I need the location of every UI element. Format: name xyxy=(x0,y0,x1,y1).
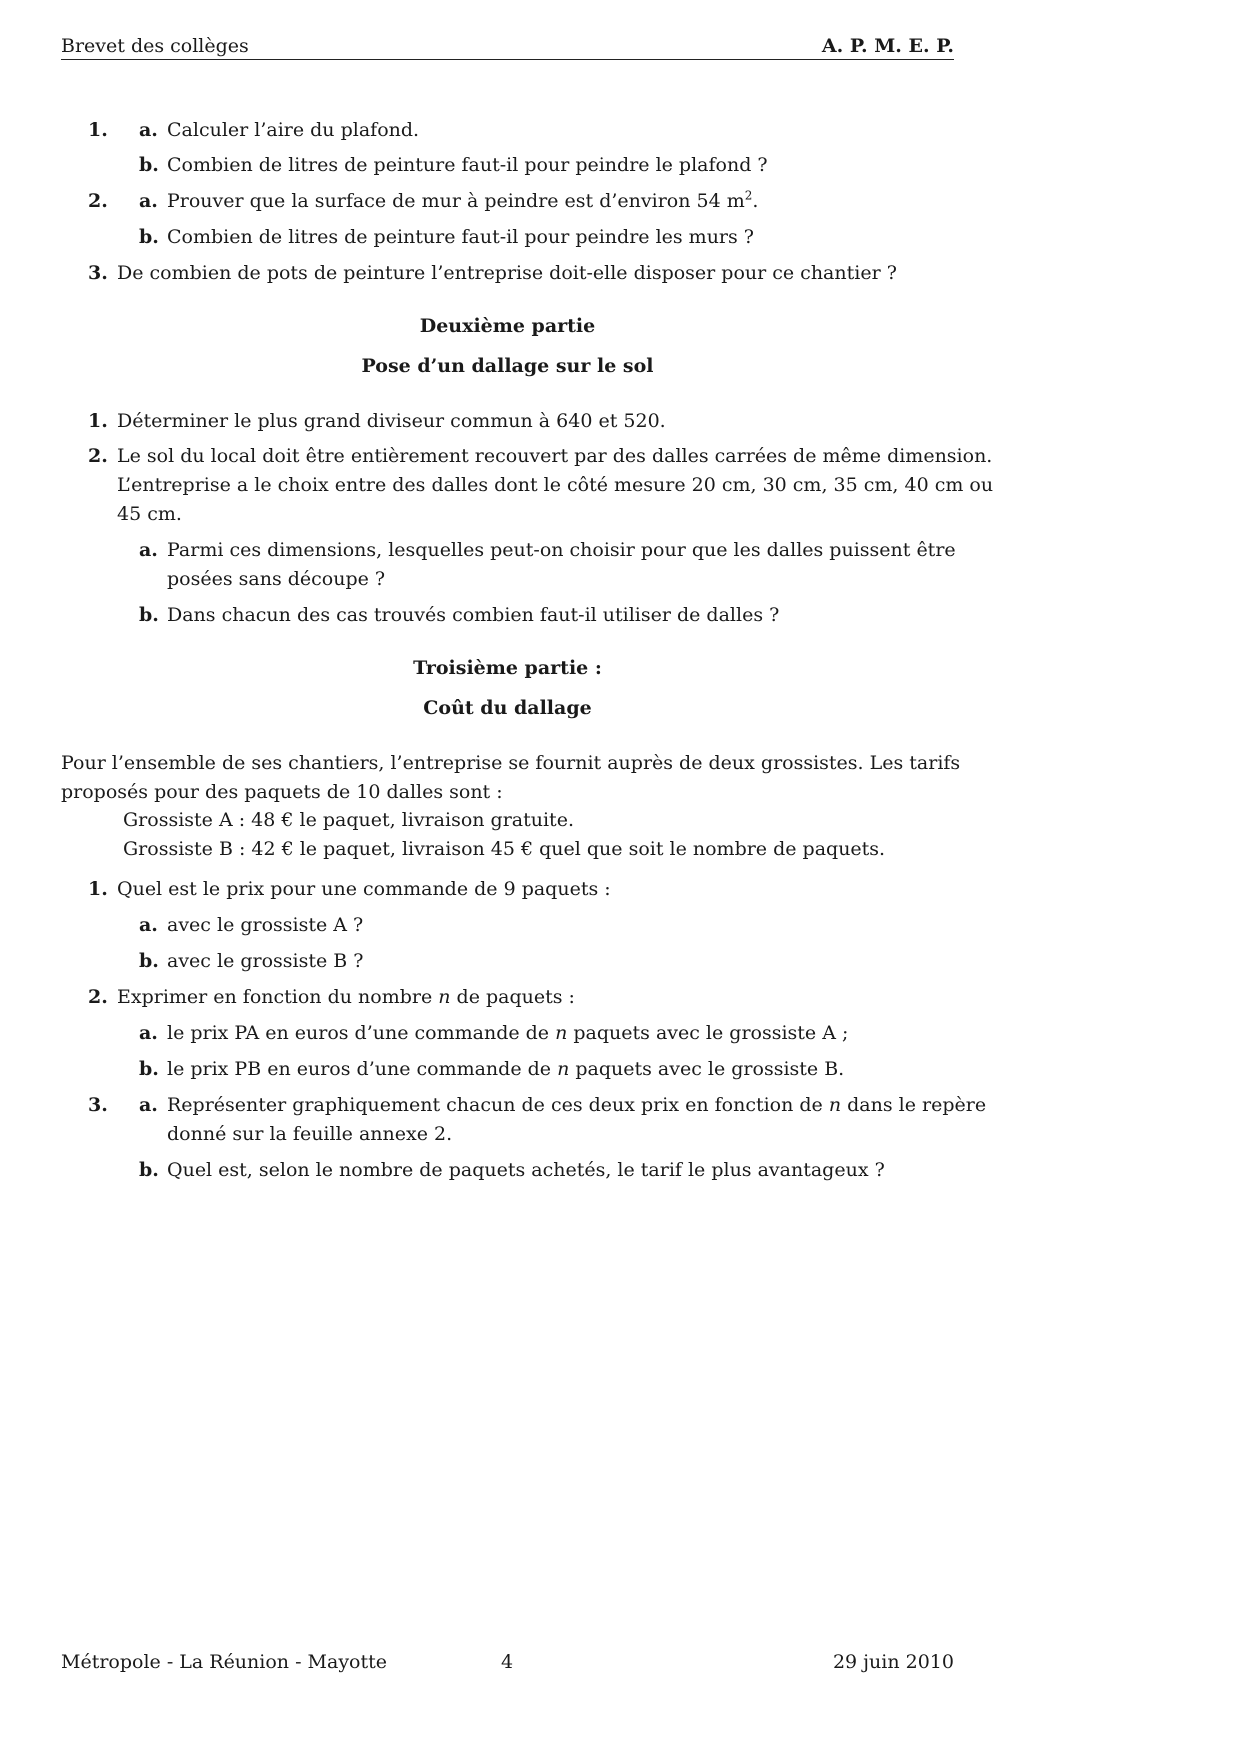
p2-q2-line1: Le sol du local doit être entièrement recouvert par des dalles carrées de même dimension. xyxy=(117,445,993,467)
p3-q3a-line2: donné sur la feuille annexe 2. xyxy=(167,1123,453,1145)
part3-title: Troisième partie : xyxy=(413,657,602,679)
p3-q2a-text: le prix PA en euros d’une commande de n paquets avec le grossiste A ; xyxy=(167,1022,849,1044)
p3-q1-text: Quel est le prix pour une commande de 9 paquets : xyxy=(117,878,611,900)
header-title: Brevet des collèges xyxy=(61,35,249,57)
part2-title: Deuxième partie xyxy=(419,315,596,337)
p3-q1a-label: a. xyxy=(139,914,158,936)
p1-q1b-label: b. xyxy=(139,154,159,176)
p3-q2b-text: le prix PB en euros d’une commande de n paquets avec le grossiste B. xyxy=(167,1058,845,1080)
p1-q2-number: 2. xyxy=(88,190,108,212)
p2-q2b-text: Dans chacun des cas trouvés combien faut-il utiliser de dalles ? xyxy=(167,604,780,626)
footer-date: 29 juin 2010 xyxy=(832,1651,954,1673)
p3-q2-number: 2. xyxy=(88,986,108,1008)
p2-q2a-label: a. xyxy=(139,539,158,561)
p1-q3-text: De combien de pots de peinture l’entreprise doit-elle disposer pour ce chantier ? xyxy=(117,262,897,284)
page-footer xyxy=(61,1651,954,1675)
p3-q3a-line1: Représenter graphiquement chacun de ces deux prix en fonction de n dans le repère xyxy=(167,1094,987,1116)
p3-q3b-text: Quel est, selon le nombre de paquets achetés, le tarif le plus avantageux ? xyxy=(167,1159,885,1181)
p2-q2-line2: L’entreprise a le choix entre des dalles dont le côté mesure 20 cm, 30 cm, 35 cm, 40 cm ou xyxy=(117,474,994,496)
footer-page-number: 4 xyxy=(501,1651,514,1673)
p2-q2a-line2: posées sans découpe ? xyxy=(167,568,386,590)
part3-subtitle: Coût du dallage xyxy=(423,697,592,719)
p1-q2a-text: Prouver que la surface de mur à peindre est d’environ 54 $m^2$. xyxy=(167,188,759,212)
p3-q3a-label: a. xyxy=(139,1094,158,1116)
p3-q2a-label: a. xyxy=(139,1022,158,1044)
footer-location: Métropole - La Réunion - Mayotte xyxy=(61,1651,388,1673)
p3-q1b-label: b. xyxy=(139,950,159,972)
p1-q2a-label: a. xyxy=(139,190,158,212)
p2-q2b-label: b. xyxy=(139,604,159,626)
p3-q3b-label: b. xyxy=(139,1159,159,1181)
p3-intro-line2: proposés pour des paquets de 10 dalles sont : xyxy=(61,781,503,803)
header-org: A. P. M. E. P. xyxy=(821,35,954,57)
p1-q1a-label: a. xyxy=(139,119,158,141)
p3-grossiste-b: Grossiste B : 42 € le paquet, livraison 45 € quel que soit le nombre de paquets. xyxy=(123,838,886,860)
part2-subtitle: Pose d’un dallage sur le sol xyxy=(361,355,654,377)
p2-q2-line3: 45 cm. xyxy=(117,503,182,525)
p1-q3-number: 3. xyxy=(88,262,108,284)
p3-q2b-label: b. xyxy=(139,1058,159,1080)
p1-q2b-text: Combien de litres de peinture faut-il pour peindre les murs ? xyxy=(167,226,754,248)
p2-q1-number: 1. xyxy=(88,410,108,432)
p3-grossiste-a: Grossiste A : 48 € le paquet, livraison gratuite. xyxy=(123,809,574,831)
p1-q1-number: 1. xyxy=(88,119,108,141)
p3-q1a-text: avec le grossiste A ? xyxy=(167,914,364,936)
p3-q2-text: Exprimer en fonction du nombre n de paquets : xyxy=(117,986,575,1008)
p2-q2-number: 2. xyxy=(88,445,108,467)
page-header xyxy=(61,30,954,60)
p3-q3-number: 3. xyxy=(88,1094,108,1116)
p1-q1a-text: Calculer l’aire du plafond. xyxy=(167,119,420,141)
p3-q1-number: 1. xyxy=(88,878,108,900)
p2-q2a-line1: Parmi ces dimensions, lesquelles peut-on choisir pour que les dalles puissent être xyxy=(167,539,956,561)
p3-q1b-text: avec le grossiste B ? xyxy=(167,950,364,972)
p1-q1b-text: Combien de litres de peinture faut-il pour peindre le plafond ? xyxy=(167,154,768,176)
p3-intro-line1: Pour l’ensemble de ses chantiers, l’entreprise se fournit auprès de deux grossistes. Les tarifs xyxy=(61,752,961,774)
p1-q2b-label: b. xyxy=(139,226,159,248)
p2-q1-text: Déterminer le plus grand diviseur commun à 640 et 520. xyxy=(117,410,666,432)
